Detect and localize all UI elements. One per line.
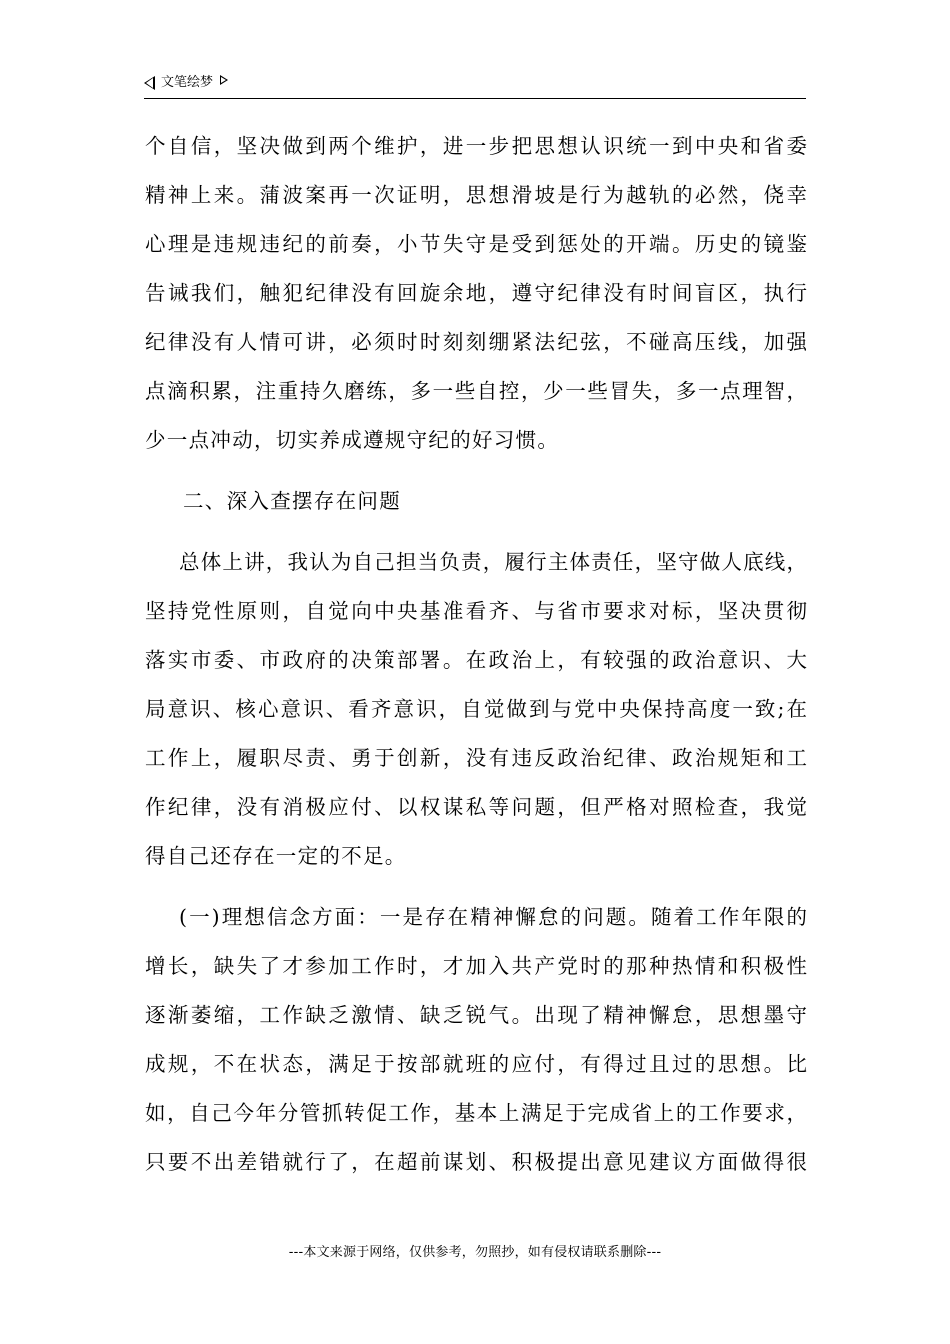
- text-line: 如，自己今年分管抓转促工作，基本上满足于完成省上的工作要求，: [145, 1101, 807, 1125]
- text-line: 作纪律，没有消极应付、以权谋私等问题，但严格对照检查，我觉: [145, 795, 807, 819]
- text-line: 增长，缺失了才参加工作时，才加入共产党时的那种热情和积极性: [145, 954, 807, 978]
- text-line: 告诫我们，触犯纪律没有回旋余地，遵守纪律没有时间盲区，执行: [145, 281, 807, 305]
- text-line: 少一点冲动，切实养成遵规守纪的好习惯。: [145, 428, 560, 452]
- text-line: (一)理想信念方面：一是存在精神懈怠的问题。随着工作年限的: [179, 905, 807, 929]
- text-line: 个自信，坚决做到两个维护，进一步把思想认识统一到中央和省委: [145, 134, 807, 158]
- triangle-left-icon: [144, 76, 155, 90]
- document-body: [145, 131, 807, 1196]
- triangle-right-icon: [220, 75, 228, 85]
- text-line: 成规，不在状态，满足于按部就班的应付，有得过且过的思想。比: [145, 1052, 807, 1076]
- text-line: 工作上，履职尽责、勇于创新，没有违反政治纪律、政治规矩和工: [145, 746, 807, 770]
- header-brand: [144, 74, 228, 92]
- text-line: 纪律没有人情可讲，必须时时刻刻绷紧法纪弦，不碰高压线，加强: [145, 330, 807, 354]
- text-line: 局意识、核心意识、看齐意识，自觉做到与党中央保持高度一致;在: [145, 697, 807, 721]
- text-line: 心理是违规违纪的前奏，小节失守是受到惩处的开端。历史的镜鉴: [145, 232, 807, 256]
- section-heading: 二、深入查摆存在问题: [183, 489, 401, 513]
- text-line: 只要不出差错就行了，在超前谋划、积极提出意见建议方面做得很: [145, 1150, 807, 1174]
- text-line: 点滴积累，注重持久磨练，多一些自控，少一些冒失，多一点理智，: [145, 379, 807, 403]
- text-line: 总体上讲，我认为自己担当负责，履行主体责任，坚守做人底线，: [179, 550, 807, 574]
- page-header: [144, 72, 806, 99]
- text-line: 坚持党性原则，自觉向中央基准看齐、与省市要求对标，坚决贯彻: [145, 599, 807, 623]
- header-brand-text: 文笔绘梦: [161, 75, 214, 90]
- page-footer: ---本文来源于网络，仅供参考，勿照抄，如有侵权请联系删除---: [288, 1245, 662, 1260]
- text-line: 落实市委、市政府的决策部署。在政治上，有较强的政治意识、大: [145, 648, 807, 672]
- text-line: 得自己还存在一定的不足。: [145, 844, 407, 868]
- text-line: 精神上来。蒲波案再一次证明，思想滑坡是行为越轨的必然，侥幸: [145, 183, 807, 207]
- text-line: 逐渐萎缩，工作缺乏激情、缺乏锐气。出现了精神懈怠，思想墨守: [145, 1003, 807, 1027]
